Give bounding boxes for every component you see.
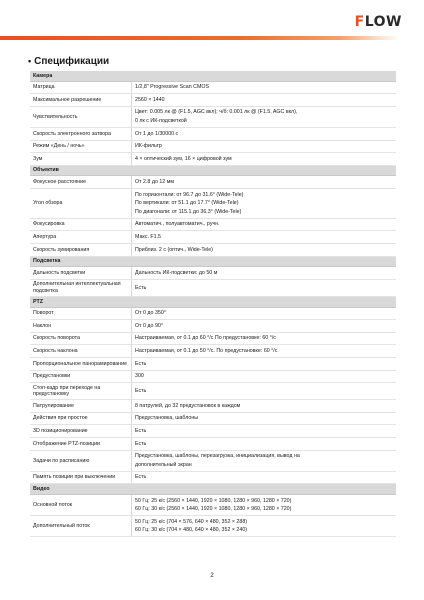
spec-key: Фокусное расстояние bbox=[30, 176, 132, 189]
spec-value-line: От 0 до 350° bbox=[135, 310, 166, 317]
spec-row bbox=[30, 94, 396, 107]
spec-value-line: Дальность ИК-подсветки: до 50 м bbox=[135, 269, 218, 276]
spec-value-line: Есть bbox=[135, 440, 147, 447]
spec-row bbox=[30, 106, 396, 127]
spec-value-line: 60 Гц: 30 к/с (704 × 480, 640 × 480, 352 × 240) bbox=[135, 527, 248, 534]
section-header bbox=[30, 484, 396, 495]
spec-value-line: 0 лк с ИК-подсветкой bbox=[135, 117, 187, 124]
section-title: Объектив bbox=[30, 165, 396, 176]
spec-key: Стоп-кадр при переходе на предустановку bbox=[30, 383, 132, 400]
spec-value-line: 50 Гц: 25 к/с (2560 × 1440, 1920 × 1080, 1280 × 960, 1280 × 720) bbox=[135, 497, 292, 504]
spec-key: 3D позиционирование bbox=[30, 425, 132, 438]
spec-value-line: Автоматич., полуавтоматич., ручн. bbox=[135, 221, 220, 228]
page-title-text: Спецификации bbox=[34, 56, 110, 67]
spec-value-line: По диагонали: от 115.1 до 36.3° (Wide-Tele) bbox=[135, 208, 242, 215]
spec-value bbox=[132, 218, 397, 231]
spec-row bbox=[30, 495, 396, 516]
spec-value bbox=[132, 153, 397, 166]
logo-text: LOW bbox=[364, 14, 402, 30]
spec-row bbox=[30, 425, 396, 438]
spec-row bbox=[30, 279, 396, 296]
spec-key: Наклон bbox=[30, 320, 132, 333]
spec-key: Скорость наклона bbox=[30, 345, 132, 358]
spec-value bbox=[132, 267, 397, 280]
spec-row bbox=[30, 307, 396, 320]
spec-row bbox=[30, 320, 396, 333]
spec-key: Основной поток bbox=[30, 495, 132, 516]
logo-letter-f: F bbox=[354, 14, 365, 30]
spec-value-line: Предустановка, шаблоны bbox=[135, 415, 199, 422]
spec-table bbox=[30, 70, 396, 537]
spec-value-line: Есть bbox=[135, 474, 147, 481]
spec-row bbox=[30, 243, 396, 256]
spec-value-line: От 1 до 1/30000 с bbox=[135, 130, 179, 137]
spec-row bbox=[30, 357, 396, 370]
spec-value bbox=[132, 332, 397, 345]
spec-key: Поворот bbox=[30, 307, 132, 320]
spec-row bbox=[30, 370, 396, 383]
spec-value-line: 2560 × 1440 bbox=[135, 96, 165, 103]
spec-row bbox=[30, 438, 396, 451]
section-header bbox=[30, 256, 396, 267]
spec-key: Скорость электронного затвора bbox=[30, 127, 132, 140]
spec-value bbox=[132, 81, 397, 94]
spec-key: Предустановки bbox=[30, 370, 132, 383]
spec-row bbox=[30, 188, 396, 218]
spec-key: Пропорциональное панорамирование bbox=[30, 357, 132, 370]
spec-key: Дополнительный поток bbox=[30, 516, 132, 537]
spec-value bbox=[132, 400, 397, 413]
spec-value bbox=[132, 127, 397, 140]
spec-value bbox=[132, 412, 397, 425]
spec-value bbox=[132, 438, 397, 451]
bullet-icon: • bbox=[28, 56, 32, 66]
spec-value-line: Предустановка, шаблоны, перезагрузка, инициализация, вывод на bbox=[135, 453, 300, 460]
spec-value-line: дополнительный экран bbox=[135, 461, 192, 468]
spec-key: Патрулирование bbox=[30, 400, 132, 413]
spec-row bbox=[30, 153, 396, 166]
section-title: Видео bbox=[30, 484, 396, 495]
page-title bbox=[28, 56, 109, 67]
spec-value bbox=[132, 231, 397, 244]
spec-key: Зум bbox=[30, 153, 132, 166]
spec-value-line: Есть bbox=[135, 428, 147, 435]
spec-value bbox=[132, 320, 397, 333]
spec-key: Скорость поворота bbox=[30, 332, 132, 345]
spec-key: Угол обзора bbox=[30, 188, 132, 218]
spec-value-line: ИК-фильтр bbox=[135, 143, 162, 150]
spec-row bbox=[30, 267, 396, 280]
spec-row bbox=[30, 471, 396, 484]
spec-key: Задачи по расписанию bbox=[30, 450, 132, 471]
spec-value bbox=[132, 383, 397, 400]
spec-value-line: Цвет: 0.005 лк @ (F1.5, AGC вкл); ч/б: 0.001 лк @ (F1.5, AGC вкл), bbox=[135, 109, 298, 116]
spec-value bbox=[132, 188, 397, 218]
spec-key: Дополнительная интеллектуальная подсветка bbox=[30, 279, 132, 296]
spec-value bbox=[132, 450, 397, 471]
spec-value-line: По вертикали: от 51.1 до 17.7° (Wide-Tele) bbox=[135, 200, 239, 207]
brand-logo bbox=[355, 14, 402, 30]
spec-row bbox=[30, 140, 396, 153]
section-title: Подсветка bbox=[30, 256, 396, 267]
section-title: PTZ bbox=[30, 296, 396, 307]
spec-value bbox=[132, 279, 397, 296]
spec-value-line: Настраиваемая, от 0.1 до 50 °/с. По предустановке: 60 °/с bbox=[135, 347, 278, 354]
spec-key: Дальность подсветки bbox=[30, 267, 132, 280]
spec-key: Режим «День / ночь» bbox=[30, 140, 132, 153]
spec-key: Скорость зумирования bbox=[30, 243, 132, 256]
spec-value bbox=[132, 495, 397, 516]
spec-value-line: 8 патрулей, до 32 предустановок в каждом bbox=[135, 402, 241, 409]
spec-value-line: Макс. F1.5 bbox=[135, 233, 161, 240]
spec-value-line: 300 bbox=[135, 373, 144, 380]
section-header bbox=[30, 296, 396, 307]
spec-value-line: 60 Гц: 30 к/с (2560 × 1440, 1920 × 1080, 1280 × 960, 1280 × 720) bbox=[135, 506, 292, 513]
section-title: Камера bbox=[30, 71, 396, 82]
spec-row bbox=[30, 127, 396, 140]
spec-row bbox=[30, 516, 396, 537]
spec-row bbox=[30, 383, 396, 400]
spec-row bbox=[30, 412, 396, 425]
spec-row bbox=[30, 400, 396, 413]
spec-key: Максимальное разрешение bbox=[30, 94, 132, 107]
spec-row bbox=[30, 81, 396, 94]
spec-value bbox=[132, 516, 397, 537]
spec-key: Матрица bbox=[30, 81, 132, 94]
spec-value-line: Настраиваемая, от 0.1 до 60 °/с По предустановке: 60 °/с bbox=[135, 335, 276, 342]
spec-value-line: 1/2,8" Progressive Scan CMOS bbox=[135, 84, 210, 91]
header-accent-bar bbox=[0, 36, 400, 40]
spec-key: Чувствительность bbox=[30, 106, 132, 127]
spec-value-line: Приблиз. 2 с (оптич., Wide-Tele) bbox=[135, 246, 213, 253]
spec-key: Фокусировка bbox=[30, 218, 132, 231]
spec-value bbox=[132, 370, 397, 383]
spec-row bbox=[30, 218, 396, 231]
spec-row bbox=[30, 332, 396, 345]
spec-key: Действия при простое bbox=[30, 412, 132, 425]
page-number: 2 bbox=[210, 573, 214, 579]
spec-value-line: От 2.8 до 12 мм bbox=[135, 178, 175, 185]
spec-value-line: 50 Гц: 25 к/с (704 × 576, 640 × 480, 352 × 288) bbox=[135, 518, 248, 525]
spec-row bbox=[30, 345, 396, 358]
section-header bbox=[30, 71, 396, 82]
spec-value-line: От 0 до 90° bbox=[135, 322, 163, 329]
spec-row bbox=[30, 450, 396, 471]
spec-key: Апертура bbox=[30, 231, 132, 244]
spec-value-line: Есть bbox=[135, 284, 147, 291]
spec-row bbox=[30, 231, 396, 244]
spec-value-line: 4 × оптический зум, 16 × цифровой зум bbox=[135, 155, 232, 162]
spec-key: Отображение PTZ-позиции bbox=[30, 438, 132, 451]
spec-value bbox=[132, 357, 397, 370]
spec-value bbox=[132, 471, 397, 484]
spec-row bbox=[30, 176, 396, 189]
spec-value bbox=[132, 345, 397, 358]
spec-value bbox=[132, 243, 397, 256]
spec-value bbox=[132, 94, 397, 107]
spec-value bbox=[132, 307, 397, 320]
spec-value bbox=[132, 425, 397, 438]
spec-value-line: Есть bbox=[135, 387, 147, 394]
spec-value-line: По горизонтали: от 96.7 до 31.6° (Wide-Tele) bbox=[135, 191, 244, 198]
section-header bbox=[30, 165, 396, 176]
spec-value bbox=[132, 176, 397, 189]
spec-value bbox=[132, 106, 397, 127]
spec-key: Память позиции при выключении bbox=[30, 471, 132, 484]
spec-value-line: Есть bbox=[135, 360, 147, 367]
spec-value bbox=[132, 140, 397, 153]
